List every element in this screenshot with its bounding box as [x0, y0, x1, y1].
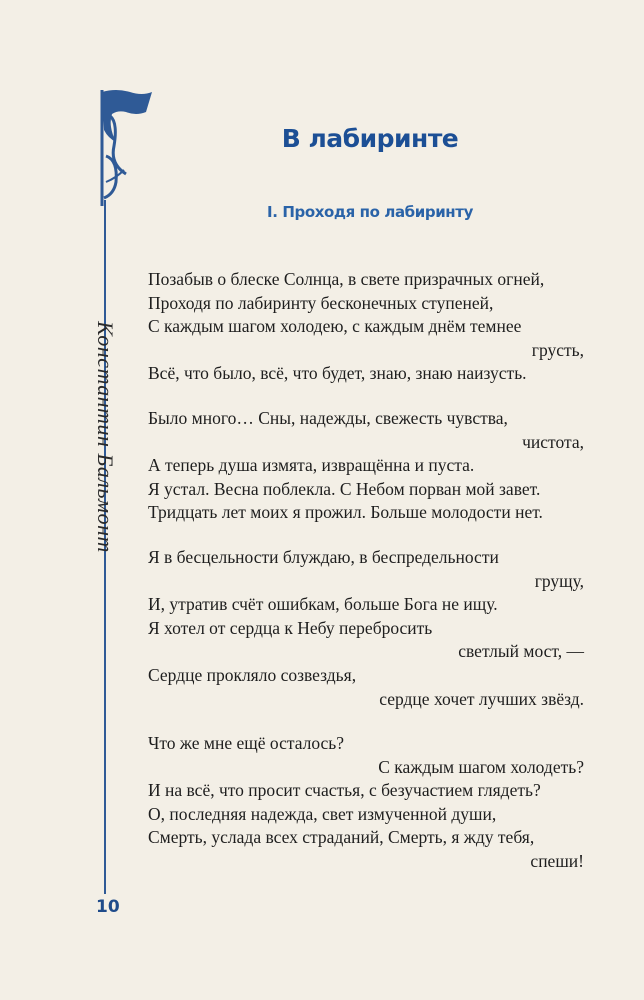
author-name: Константин Бальмонт	[93, 321, 118, 553]
poem-line: Всё, что было, всё, что будет, знаю, знаю наизусть.	[148, 363, 527, 384]
stanza	[148, 407, 584, 525]
poem-body	[148, 268, 584, 895]
poem-line: Тридцать лет моих я прожил. Больше молодости нет.	[148, 502, 543, 523]
poem-line: Что же мне ещё осталось?	[148, 733, 345, 754]
poem-line: сердце хочет лучших звёзд.	[379, 688, 584, 709]
poem-line: А теперь душа измята, извращённа и пуста.	[148, 455, 475, 476]
poem-line: Проходя по лабиринту бесконечных ступеней,	[148, 292, 494, 313]
poem-subtitle: I. Проходя по лабиринту	[267, 203, 473, 221]
flag-ornament-icon	[96, 86, 160, 206]
poem-title: В лабиринте	[281, 124, 459, 153]
poem-line: Я хотел от сердца к Небу перебросить	[148, 617, 433, 638]
poem-line: Было много… Сны, надежды, свежесть чувства,	[148, 407, 508, 428]
poem-line: спеши!	[530, 851, 584, 872]
poem-line: чистота,	[522, 431, 584, 452]
poem-line: Я в бесцельности блуждаю, в беспредельности	[148, 546, 499, 567]
poem-line: Я устал. Весна поблекла. С Небом порван мой завет.	[148, 478, 541, 499]
poem-line: грусть,	[531, 339, 584, 360]
poem-line: О, последняя надежда, свет измученной души,	[148, 803, 497, 824]
poem-line: грущу,	[534, 570, 584, 591]
page-number: 10	[96, 897, 120, 917]
poem-line: С каждым шагом холодею, с каждым днём темнее	[148, 316, 522, 337]
stanza	[148, 546, 584, 711]
poem-line: Смерть, услада всех страданий, Смерть, я жду тебя,	[148, 827, 535, 848]
poem-line: светлый мост, —	[458, 641, 584, 662]
stanza	[148, 268, 584, 386]
poem-line: И на всё, что просит счастья, с безучастием глядеть?	[148, 780, 541, 801]
poem-line: С каждым шагом холодеть?	[378, 756, 584, 777]
poem-line: Сердце прокляло созвездья,	[148, 664, 357, 685]
poem-line: И, утратив счёт ошибкам, больше Бога не ищу.	[148, 594, 498, 615]
stanza	[148, 732, 584, 874]
poem-line: Позабыв о блеске Солнца, в свете призрачных огней,	[148, 269, 545, 289]
